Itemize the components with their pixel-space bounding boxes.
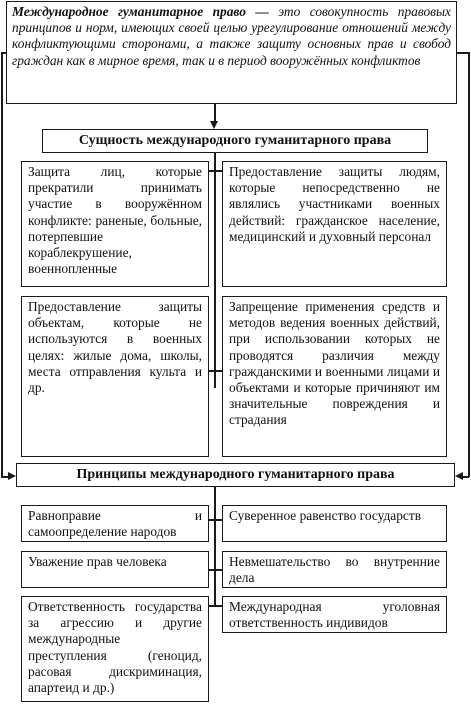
principle-item-6-text: Международная уголовная ответственность индивидов [229, 599, 440, 631]
connector-prow3 [209, 605, 222, 607]
connector-right-spine [468, 52, 470, 477]
principle-item-3 [21, 551, 209, 588]
definition-term: Международное гуманитарное право — [12, 4, 269, 19]
connector-row1 [209, 170, 222, 172]
definition-text: это совокупность правовых принципов и норм, имеющих своей целью урегулирование отношений между конфликтующими сторонами, а также защиту основных прав и свобод граждан как в мирное время, так и в период вооружённых конфликтов [12, 4, 451, 68]
essence-item-4-text: Запрещение применения средств и методов ведения военных действий, при использовании которых не проводятся различия между гражданскими и военными лицами и объектами и которые причиняют им значительные повреждения и страдания [229, 299, 440, 428]
principle-item-4-text: Невмешательство во внутренние дела [229, 554, 440, 586]
essence-item-1-text: Защита лиц, которые прекратили принимать участие в вооружённом конфликте: раненые, больные, потерпевшие кораблекрушение, военнопленные [28, 164, 202, 277]
principle-item-5-text: Ответственность государства за агрессию и другие международные преступления (геноцид, расовая дискриминация, апартеид и др.) [28, 599, 202, 696]
principle-item-1 [21, 505, 209, 542]
essence-header-label: Сущность международного гуманитарного права [78, 133, 392, 148]
arrow-right-icon [8, 472, 16, 480]
connector-left-spine [1, 52, 3, 477]
principle-item-5 [21, 596, 209, 702]
principle-item-6 [222, 596, 447, 633]
essence-header [42, 129, 428, 153]
principle-item-1-text: Равноправие и самоопределение народов [28, 508, 202, 540]
principle-item-2-text: Суверенное равенство государств [229, 508, 422, 523]
connector-principles-spine [214, 486, 216, 607]
arrow-left-icon [455, 472, 463, 480]
essence-item-1 [21, 161, 209, 287]
essence-item-3 [21, 296, 209, 457]
principle-item-4 [222, 551, 447, 588]
essence-item-2-text: Предоставление защиты людям, которые непосредственно не являлись участниками военных действий: гражданское население, медицинский и духовный персонал [229, 164, 440, 244]
connector-right-to-principles [462, 476, 469, 478]
essence-item-4 [222, 296, 447, 457]
definition-box [6, 1, 457, 104]
connector-prow1 [209, 519, 222, 521]
connector-row2 [209, 370, 222, 372]
connector-right-top [457, 52, 469, 54]
principles-header-label: Принципы международного гуманитарного права [76, 467, 395, 482]
connector-essence-spine [214, 153, 216, 388]
essence-item-2 [222, 161, 447, 287]
essence-item-3-text: Предоставление защиты объектам, которые не используются в военных целях: жилые дома, школы, места отправления культа и др. [28, 299, 202, 396]
connector-def-to-essence [214, 104, 216, 122]
arrow-down-icon [210, 121, 218, 129]
principles-header [16, 463, 455, 487]
principle-item-2 [222, 505, 447, 542]
connector-prow2 [209, 569, 222, 571]
principle-item-3-text: Уважение прав человека [28, 554, 167, 569]
